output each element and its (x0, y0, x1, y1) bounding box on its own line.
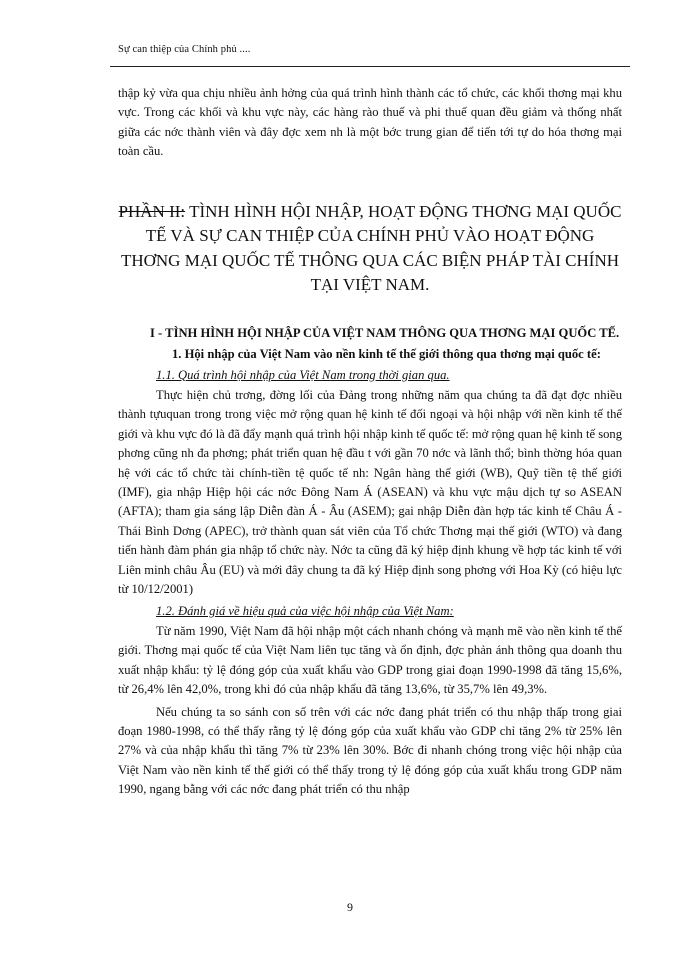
subsection-1-1-heading: 1.1. Quá trình hội nhập của Việt Nam trong thời gian qua. (156, 367, 450, 382)
intro-paragraph: thập kỷ vừa qua chịu nhiều ảnh hởng của quá trình hình thành các tổ chức, các khối thơng mại khu vực. Trong các khối và khu vực này, các hàng rào thuế và phi thuế quan đều giảm và thống nhất giữa các nớc thành viên và đây đợc xem nh là một bớc trung gian để tiến tới tự do hóa thơng mại toàn cầu. (118, 86, 622, 159)
page-body (118, 84, 622, 800)
section-heading: I - TÌNH HÌNH HỘI NHẬP CỦA VIỆT NAM THÔNG QUA THƠNG MẠI QUỐC TẾ. (150, 325, 620, 340)
part-label: PHẦN II: (118, 201, 186, 221)
running-header: Sự can thiệp của Chính phủ .... (118, 44, 251, 55)
subsection-heading: 1. Hội nhập của Việt Nam vào nền kinh tế thế giới thông qua thơng mại quốc tế: (172, 346, 601, 361)
subsection-1-1-paragraph: Thực hiện chủ trơng, đờng lối của Đảng trong những năm qua chúng ta đã đạt đợc nhiều thành tựuquan trong trong việc mở rộng quan hệ kinh tế đối ngoại và hội nhập với nền kinh tế thế giới và khu vực đó là đã đẩy mạnh quá trình hội nhập kinh tế quốc tế: mở rộng quan hệ kinh tế song phơng cũng nh đa phơng; phát triển quan hệ đầu t với gần 70 nớc và lãnh thổ; bình thờng hóa quan hệ với các tổ chức tài chính-tiền tệ quốc tế nh: Ngân hàng thế giới (WB), Quỹ tiền tệ thế giới (IMF), gia nhập Hiệp hội các nớc Đông Nam Á (ASEAN) và khu vực mậu dịch tự so ASEAN (AFTA); tham gia sáng lập Diễn đàn Á - Âu (ASEM); gai nhập Diễn đàn hợp tác kinh tế Châu Á - Thái Bình Dơng (APEC), trở thành quan sát viên của Tổ chức Thơng mại thế giới (WTO) và đang tiến hành đàm phán gia nhập tổ chức này. Nớc ta cũng đã ký hiệp định khung về hợp tác kinh tế với Liên minh châu Âu (EU) và mới đây chung ta đã ký Hiệp định song phơng với Hoa Kỳ (có hiệu lực từ 10/12/2001) (118, 388, 622, 597)
subsection-1-2-heading: 1.2. Đánh giá về hiệu quả của việc hội nhập của Việt Nam: (156, 603, 454, 618)
part-heading (118, 200, 622, 298)
page-number: 9 (347, 900, 353, 914)
subsection-1-2-paragraph-2: Nếu chúng ta so sánh con số trên với các nớc đang phát triển có thu nhập thấp trong giai đoạn 1980-1998, có thể thấy rằng tỷ lệ đóng góp của xuất khẩu vào GDP chỉ tăng 2% từ 25% lên 27% và của nhập khẩu thì tăng 7% từ 23% lên 30%. Bớc đi nhanh chóng trong việc hội nhập của Việt Nam vào nền kinh tế thế giới có thể thấy trong tỷ lệ đóng góp của xuất khẩu trong GDP năm 1990, ngang bằng với các nớc đang phát triển có thu nhập (118, 704, 622, 797)
subsection-1-2-paragraph-1: Từ năm 1990, Việt Nam đã hội nhập một cách nhanh chóng và mạnh mẽ vào nền kinh tế thế giới. Thơng mại quốc tế của Việt Nam liên tục tăng và ổn định, đợc phản ánh thông qua doanh thu xuất nhập khẩu: tỷ lệ đóng góp của xuất khẩu vào GDP trong giai đoạn 1990-1998 đã tăng 15,6%, từ 26,4% lên 42,0%, trong khi đó của nhập khẩu đã tăng 13,6%, từ 35,7% lên 49,3%. (118, 623, 622, 697)
part-title: TÌNH HÌNH HỘI NHẬP, HOẠT ĐỘNG THƠNG MẠI QUỐC TẾ VÀ SỰ CAN THIỆP CỦA CHÍNH PHỦ VÀO HOẠT ĐỘNG THƠNG MẠI QUỐC TẾ THÔNG QUA CÁC BIỆN PHÁP TÀI CHÍNH TẠI VIỆT NAM. (120, 201, 622, 295)
header-divider (110, 66, 630, 67)
